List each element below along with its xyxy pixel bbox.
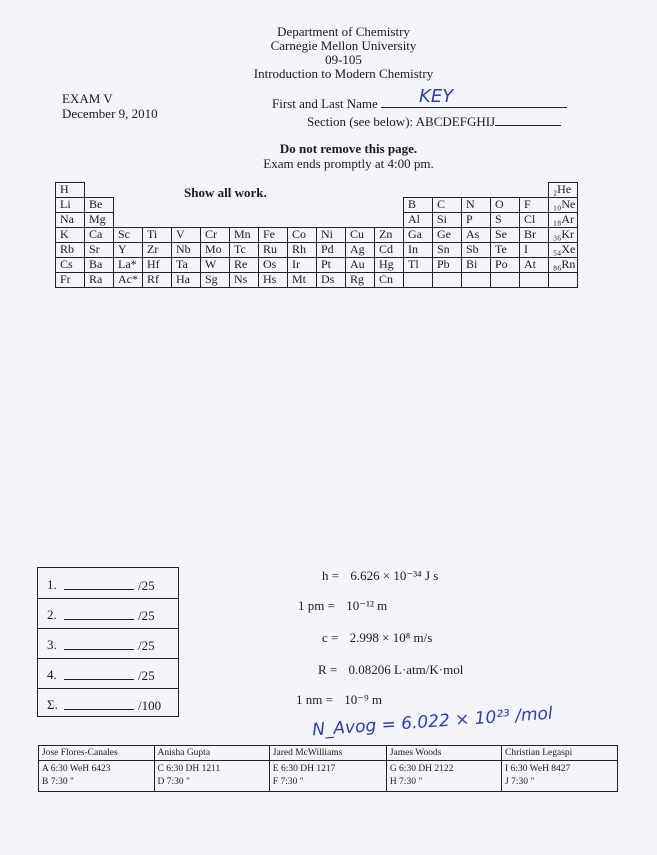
element-cell: Te bbox=[491, 243, 520, 258]
element-cell: Fe bbox=[259, 228, 288, 243]
department-title bbox=[0, 25, 657, 81]
score-box bbox=[37, 567, 179, 717]
name-field[interactable] bbox=[272, 86, 567, 112]
element-cell: Mn bbox=[230, 228, 259, 243]
empty-cell bbox=[317, 198, 346, 213]
element-cell: Cl bbox=[520, 213, 549, 228]
empty-cell bbox=[288, 183, 317, 198]
section-second: J 7:30 " bbox=[505, 777, 535, 787]
empty-cell bbox=[143, 183, 172, 198]
ta-name: James Woods bbox=[386, 746, 501, 761]
empty-cell bbox=[143, 213, 172, 228]
section-first: E 6:30 DH 1217 bbox=[272, 764, 336, 774]
score-total: /25 bbox=[138, 638, 155, 653]
element-cell: Au bbox=[346, 258, 375, 273]
empty-cell bbox=[114, 213, 143, 228]
element-cell: Hf bbox=[143, 258, 172, 273]
empty-cell bbox=[433, 273, 462, 288]
element-cell: Sr bbox=[85, 243, 114, 258]
element-cell: ₅₄Xe bbox=[549, 243, 578, 258]
element-cell: Fr bbox=[56, 273, 85, 288]
element-cell: Ru bbox=[259, 243, 288, 258]
periodic-row bbox=[56, 258, 578, 273]
score-label: 1. bbox=[47, 577, 57, 592]
department: Department of Chemistry bbox=[277, 24, 410, 39]
constant-R: R = 0.08206 L·atm/K·mol bbox=[318, 662, 464, 677]
section-field[interactable] bbox=[307, 113, 561, 130]
element-cell: Rb bbox=[56, 243, 85, 258]
constant-h: h = 6.626 × 10⁻³⁴ J s bbox=[322, 568, 439, 583]
empty-cell bbox=[346, 213, 375, 228]
section-second: B 7:30 " bbox=[42, 777, 74, 787]
element-cell: Re bbox=[230, 258, 259, 273]
element-cell: F bbox=[520, 198, 549, 213]
empty-cell bbox=[462, 183, 491, 198]
element-cell: Pd bbox=[317, 243, 346, 258]
element-cell: K bbox=[56, 228, 85, 243]
ta-sections bbox=[154, 761, 269, 792]
periodic-row bbox=[56, 198, 578, 213]
ta-sections bbox=[269, 761, 386, 792]
element-cell: B bbox=[404, 198, 433, 213]
element-cell: Al bbox=[404, 213, 433, 228]
constant-c: c = 2.998 × 10⁸ m/s bbox=[322, 630, 433, 645]
empty-cell bbox=[114, 183, 143, 198]
element-cell: Ni bbox=[317, 228, 346, 243]
element-cell: Br bbox=[520, 228, 549, 243]
element-cell: Se bbox=[491, 228, 520, 243]
element-cell: Nb bbox=[172, 243, 201, 258]
notice-block bbox=[0, 141, 657, 171]
element-cell: P bbox=[462, 213, 491, 228]
periodic-row bbox=[56, 213, 578, 228]
name-value: KEY bbox=[419, 86, 454, 107]
empty-cell bbox=[520, 183, 549, 198]
exam-info bbox=[62, 91, 158, 121]
element-cell: Ds bbox=[317, 273, 346, 288]
element-cell: Be bbox=[85, 198, 114, 213]
element-cell: S bbox=[491, 213, 520, 228]
element-cell: In bbox=[404, 243, 433, 258]
section-first: C 6:30 DH 1211 bbox=[157, 764, 221, 774]
element-cell: Os bbox=[259, 258, 288, 273]
element-cell: Sc bbox=[114, 228, 143, 243]
empty-cell bbox=[491, 183, 520, 198]
element-cell: I bbox=[520, 243, 549, 258]
constant-nm: 1 nm = 10⁻⁹ m bbox=[296, 692, 382, 707]
element-cell: Cs bbox=[56, 258, 85, 273]
notice: Do not remove this page. bbox=[279, 141, 418, 156]
section-second: D 7:30 " bbox=[157, 777, 190, 787]
element-cell: Ti bbox=[143, 228, 172, 243]
empty-cell bbox=[143, 198, 172, 213]
score-label: 3. bbox=[47, 637, 57, 652]
element-cell: Li bbox=[56, 198, 85, 213]
empty-cell bbox=[520, 273, 549, 288]
element-cell: Cd bbox=[375, 243, 404, 258]
empty-cell bbox=[491, 273, 520, 288]
exam-label: EXAM V bbox=[62, 91, 113, 106]
element-cell: Ra bbox=[85, 273, 114, 288]
periodic-row bbox=[56, 183, 578, 198]
empty-cell bbox=[375, 198, 404, 213]
score-total: /25 bbox=[138, 578, 155, 593]
element-cell: Na bbox=[56, 213, 85, 228]
section-label: Section (see below): ABCDEFGHIJ bbox=[307, 114, 496, 129]
element-cell: Cu bbox=[346, 228, 375, 243]
element-cell: Tc bbox=[230, 243, 259, 258]
element-cell: Po bbox=[491, 258, 520, 273]
section-second: F 7:30 " bbox=[272, 777, 304, 787]
element-cell: Sn bbox=[433, 243, 462, 258]
empty-cell bbox=[404, 273, 433, 288]
empty-cell bbox=[85, 183, 114, 198]
element-cell: H bbox=[56, 183, 85, 198]
element-cell: Pt bbox=[317, 258, 346, 273]
element-cell: W bbox=[201, 258, 230, 273]
element-cell: N bbox=[462, 198, 491, 213]
ta-name: Christian Legaspi bbox=[502, 746, 618, 761]
element-cell: Y bbox=[114, 243, 143, 258]
element-cell: Tl bbox=[404, 258, 433, 273]
deadline: Exam ends promptly at 4:00 pm. bbox=[263, 156, 434, 171]
score-total: /25 bbox=[138, 608, 155, 623]
empty-cell bbox=[375, 213, 404, 228]
score-row[interactable] bbox=[38, 628, 178, 659]
empty-cell bbox=[259, 213, 288, 228]
element-cell: ₂He bbox=[549, 183, 578, 198]
score-blank[interactable] bbox=[64, 608, 134, 620]
section-first: I 6:30 WeH 8427 bbox=[505, 764, 571, 774]
periodic-row bbox=[56, 273, 578, 288]
element-cell: C bbox=[433, 198, 462, 213]
score-row[interactable] bbox=[38, 658, 178, 689]
periodic-row bbox=[56, 228, 578, 243]
empty-cell bbox=[433, 183, 462, 198]
score-blank[interactable] bbox=[64, 638, 134, 650]
section-second: H 7:30 " bbox=[389, 777, 423, 787]
element-cell: Ta bbox=[172, 258, 201, 273]
university: Carnegie Mellon University bbox=[270, 38, 417, 53]
element-cell: As bbox=[462, 228, 491, 243]
empty-cell bbox=[346, 198, 375, 213]
ta-sections bbox=[39, 761, 155, 792]
name-label: First and Last Name bbox=[272, 96, 378, 111]
element-cell: Ge bbox=[433, 228, 462, 243]
periodic-row bbox=[56, 243, 578, 258]
element-cell: ₁₀Ne bbox=[549, 198, 578, 213]
ta-sections-table bbox=[38, 745, 618, 792]
element-cell: Cn bbox=[375, 273, 404, 288]
constant-pm: 1 pm = 10⁻¹² m bbox=[298, 598, 388, 613]
section-first: A 6:30 WeH 6423 bbox=[42, 764, 111, 774]
element-cell: Ga bbox=[404, 228, 433, 243]
empty-cell bbox=[288, 198, 317, 213]
element-cell: Mt bbox=[288, 273, 317, 288]
element-cell: Zr bbox=[143, 243, 172, 258]
score-blank[interactable] bbox=[64, 668, 134, 680]
empty-cell bbox=[404, 183, 433, 198]
exam-date: December 9, 2010 bbox=[62, 106, 158, 121]
empty-cell bbox=[172, 213, 201, 228]
element-cell: Sg bbox=[201, 273, 230, 288]
empty-cell bbox=[549, 273, 578, 288]
ta-sections bbox=[386, 761, 501, 792]
element-cell: ₈₆Rn bbox=[549, 258, 578, 273]
empty-cell bbox=[288, 213, 317, 228]
score-label: 2. bbox=[47, 607, 57, 622]
avogadro-handwritten: N_Avog = 6.022 × 10²³ /mol bbox=[311, 703, 554, 741]
section-first: G 6:30 DH 2122 bbox=[389, 764, 454, 774]
element-cell: Bi bbox=[462, 258, 491, 273]
element-cell: Co bbox=[288, 228, 317, 243]
course-number: 09-105 bbox=[325, 52, 362, 67]
element-cell: Mo bbox=[201, 243, 230, 258]
element-cell: Si bbox=[433, 213, 462, 228]
empty-cell bbox=[346, 183, 375, 198]
empty-cell bbox=[375, 183, 404, 198]
element-cell: V bbox=[172, 228, 201, 243]
element-cell: Ag bbox=[346, 243, 375, 258]
empty-cell bbox=[201, 213, 230, 228]
score-label: 4. bbox=[47, 667, 57, 682]
periodic-table bbox=[55, 182, 578, 288]
element-cell: Sb bbox=[462, 243, 491, 258]
score-blank[interactable] bbox=[64, 578, 134, 590]
ta-name: Anisha Gupta bbox=[154, 746, 269, 761]
element-cell: Ha bbox=[172, 273, 201, 288]
element-cell: ₁₈Ar bbox=[549, 213, 578, 228]
score-total: /100 bbox=[138, 698, 162, 713]
score-row[interactable] bbox=[38, 598, 178, 629]
score-total: /25 bbox=[138, 668, 155, 683]
empty-cell bbox=[114, 198, 143, 213]
score-label: Σ. bbox=[47, 697, 58, 712]
ta-sections bbox=[502, 761, 618, 792]
element-cell: Ac* bbox=[114, 273, 143, 288]
empty-cell bbox=[317, 213, 346, 228]
element-cell: Mg bbox=[85, 213, 114, 228]
score-row[interactable] bbox=[38, 688, 178, 718]
element-cell: At bbox=[520, 258, 549, 273]
score-blank[interactable] bbox=[64, 698, 134, 710]
empty-cell bbox=[317, 183, 346, 198]
element-cell: Cr bbox=[201, 228, 230, 243]
element-cell: Hg bbox=[375, 258, 404, 273]
show-work: Show all work. bbox=[184, 185, 267, 200]
element-cell: Ir bbox=[288, 258, 317, 273]
element-cell: Rg bbox=[346, 273, 375, 288]
element-cell: Rh bbox=[288, 243, 317, 258]
empty-cell bbox=[462, 273, 491, 288]
element-cell: Pb bbox=[433, 258, 462, 273]
score-row[interactable] bbox=[38, 568, 178, 599]
element-cell: Hs bbox=[259, 273, 288, 288]
ta-name: Jared McWilliams bbox=[269, 746, 386, 761]
element-cell: Rf bbox=[143, 273, 172, 288]
course-title: Introduction to Modern Chemistry bbox=[253, 66, 434, 81]
element-cell: Ca bbox=[85, 228, 114, 243]
element-cell: Zn bbox=[375, 228, 404, 243]
element-cell: Ba bbox=[85, 258, 114, 273]
empty-cell bbox=[230, 213, 259, 228]
element-cell: La* bbox=[114, 258, 143, 273]
element-cell: ₃₆Kr bbox=[549, 228, 578, 243]
element-cell: Ns bbox=[230, 273, 259, 288]
ta-name: Jose Flores-Canales bbox=[39, 746, 155, 761]
element-cell: O bbox=[491, 198, 520, 213]
